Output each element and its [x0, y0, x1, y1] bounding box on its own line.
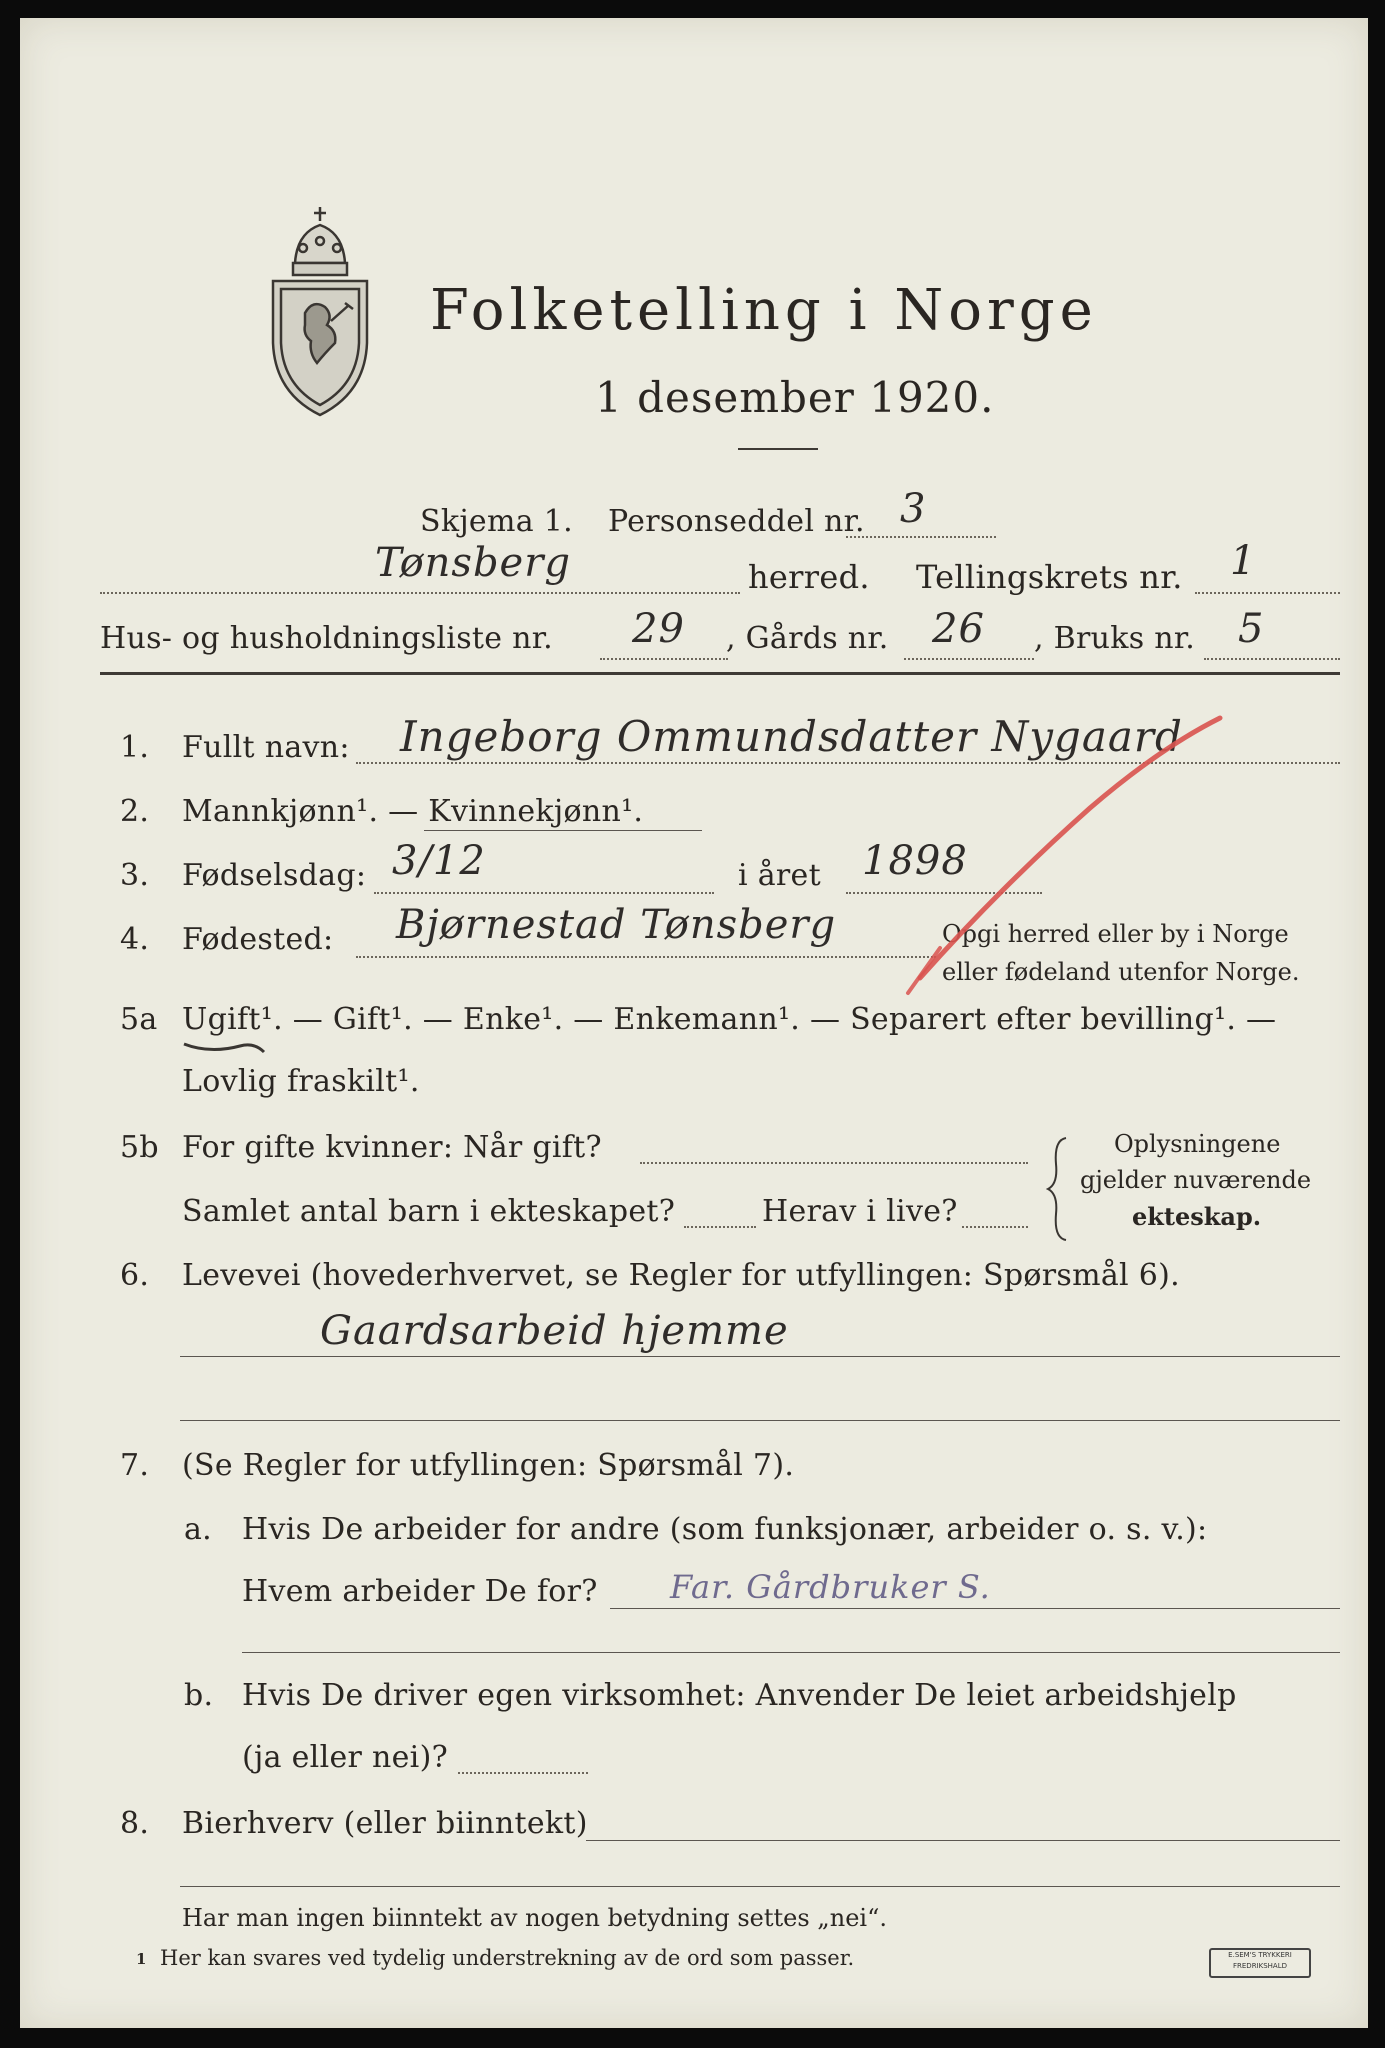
red-pencil-check-mark — [900, 708, 1260, 1008]
tellingskrets-field-line — [1195, 592, 1340, 594]
marriage-note-line1: Oplysningene — [1114, 1130, 1281, 1158]
gards-field-line — [904, 658, 1034, 660]
marital-status-options: Ugift¹. — Gift¹. — Enke¹. — Enkemann¹. — Separert efter bevilling¹. — — [182, 1002, 1277, 1037]
bruks-field-line — [1204, 658, 1340, 660]
employer-field-line — [610, 1608, 1340, 1609]
birthplace-note-line2: eller fødeland utenfor Norge. — [942, 958, 1300, 986]
birthdate-field-line — [374, 892, 714, 894]
title-divider — [738, 448, 818, 450]
marriage-note-brace — [1046, 1134, 1072, 1244]
q4-number: 4. — [120, 922, 150, 957]
q7a-line1: Hvis De arbeider for andre (som funksjonær, arbeider o. s. v.): — [242, 1512, 1208, 1547]
birthdate-value[interactable]: 3/12 — [392, 838, 486, 884]
q1-number: 1. — [120, 730, 150, 765]
footnote-text: Her kan svares ved tydelig understrekning av de ord som passer. — [160, 1946, 855, 1970]
hus-field-line — [600, 658, 728, 660]
occupation-line1 — [180, 1356, 1340, 1357]
secondary-income-line2 — [180, 1886, 1340, 1887]
norway-coat-of-arms-icon — [265, 203, 375, 423]
q7a-letter: a. — [184, 1512, 213, 1547]
q2-number: 2. — [120, 794, 150, 829]
birthyear-value[interactable]: 1898 — [862, 838, 968, 884]
q7b-line2: (ja eller nei)? — [242, 1740, 448, 1775]
children-alive-label: Herav i live? — [762, 1194, 958, 1229]
q3-label: Fødselsdag: — [182, 858, 367, 893]
occupation-line2 — [180, 1420, 1340, 1421]
form-title: Folketelling i Norge — [430, 278, 1098, 343]
married-when-label: For gifte kvinner: Når gift? — [182, 1130, 602, 1165]
hus-nr-value[interactable]: 29 — [632, 606, 685, 652]
q7-number: 7. — [120, 1448, 150, 1483]
gards-nr-value[interactable]: 26 — [932, 606, 985, 652]
birthplace-value[interactable]: Bjørnestad Tønsberg — [396, 902, 837, 948]
employer-value[interactable]: Far. Gårdbruker S. — [670, 1568, 991, 1606]
person-field-line — [846, 536, 996, 538]
person-nr-value[interactable]: 3 — [900, 486, 927, 532]
q7b-letter: b. — [184, 1678, 214, 1713]
children-field-line — [684, 1226, 756, 1228]
secondary-income-line1 — [586, 1840, 1340, 1841]
q4-label: Fødested: — [182, 922, 334, 957]
marriage-note-line2: gjelder nuværende — [1080, 1166, 1312, 1194]
q5b-number: 5b — [120, 1130, 159, 1165]
gender-options: Mannkjønn¹. — Kvinnekjønn¹. — [182, 794, 644, 829]
q7b-line1: Hvis De driver egen virksomhet: Anvender De leiet arbeidshjelp — [242, 1678, 1237, 1713]
q6-number: 6. — [120, 1258, 150, 1293]
printer-stamp-line1: E.SEM'S TRYKKERI — [1228, 1951, 1292, 1959]
gards-label: , Gårds nr. — [726, 621, 889, 656]
children-label: Samlet antal barn i ekteskapet? — [182, 1194, 676, 1229]
occupation-value[interactable]: Gaardsarbeid hjemme — [320, 1308, 789, 1354]
herred-label: herred. — [748, 558, 870, 596]
q7-label: (Se Regler for utfyllingen: Spørsmål 7). — [182, 1448, 795, 1483]
employer-field-line2 — [242, 1652, 1340, 1653]
hus-label: Hus- og husholdningsliste nr. — [100, 621, 553, 656]
birthplace-field-line — [356, 956, 936, 958]
bruks-label: , Bruks nr. — [1034, 621, 1196, 656]
tellingskrets-value[interactable]: 1 — [1230, 538, 1257, 584]
footnote-mark: 1 — [136, 1950, 147, 1968]
secondary-income-note: Har man ingen biinntekt av nogen betydning settes „nei“. — [182, 1904, 887, 1932]
schema-label: Skjema 1. — [420, 504, 573, 539]
ugift-underline-mark — [180, 1036, 270, 1060]
children-alive-field-line — [962, 1226, 1028, 1228]
married-when-field-line — [640, 1162, 1028, 1164]
q3-number: 3. — [120, 858, 150, 893]
marital-status-options-cont: Lovlig fraskilt¹. — [182, 1064, 420, 1099]
person-label: Personseddel nr. — [608, 504, 865, 539]
q5a-number: 5a — [120, 1002, 158, 1037]
gender-underline — [424, 830, 702, 831]
q6-label: Levevei (hovederhvervet, se Regler for utfyllingen: Spørsmål 6). — [182, 1258, 1180, 1293]
q8-label: Bierhverv (eller biinntekt) — [182, 1806, 588, 1841]
census-date: 1 desember 1920. — [595, 373, 995, 422]
marriage-note-line3: ekteskap. — [1132, 1202, 1262, 1231]
municipality-value[interactable]: Tønsberg — [375, 540, 571, 586]
year-label: i året — [738, 858, 821, 893]
tellingskrets-label: Tellingskrets nr. — [916, 558, 1183, 596]
header-divider — [100, 672, 1340, 675]
bruks-nr-value[interactable]: 5 — [1238, 606, 1265, 652]
q8-number: 8. — [120, 1806, 150, 1841]
printer-stamp-line2: FREDRIKSHALD — [1232, 1962, 1287, 1970]
municipality-field-line — [100, 592, 740, 594]
census-form-sheet — [20, 18, 1368, 2028]
q1-label: Fullt navn: — [182, 730, 350, 765]
full-name-value[interactable]: Ingeborg Ommundsdatter Nygaard — [400, 712, 1183, 761]
hired-help-field-line — [458, 1772, 588, 1774]
q7a-line2: Hvem arbeider De for? — [242, 1574, 598, 1609]
birthplace-note-line1: Opgi herred eller by i Norge — [942, 920, 1289, 948]
printer-stamp — [1209, 1948, 1311, 1978]
